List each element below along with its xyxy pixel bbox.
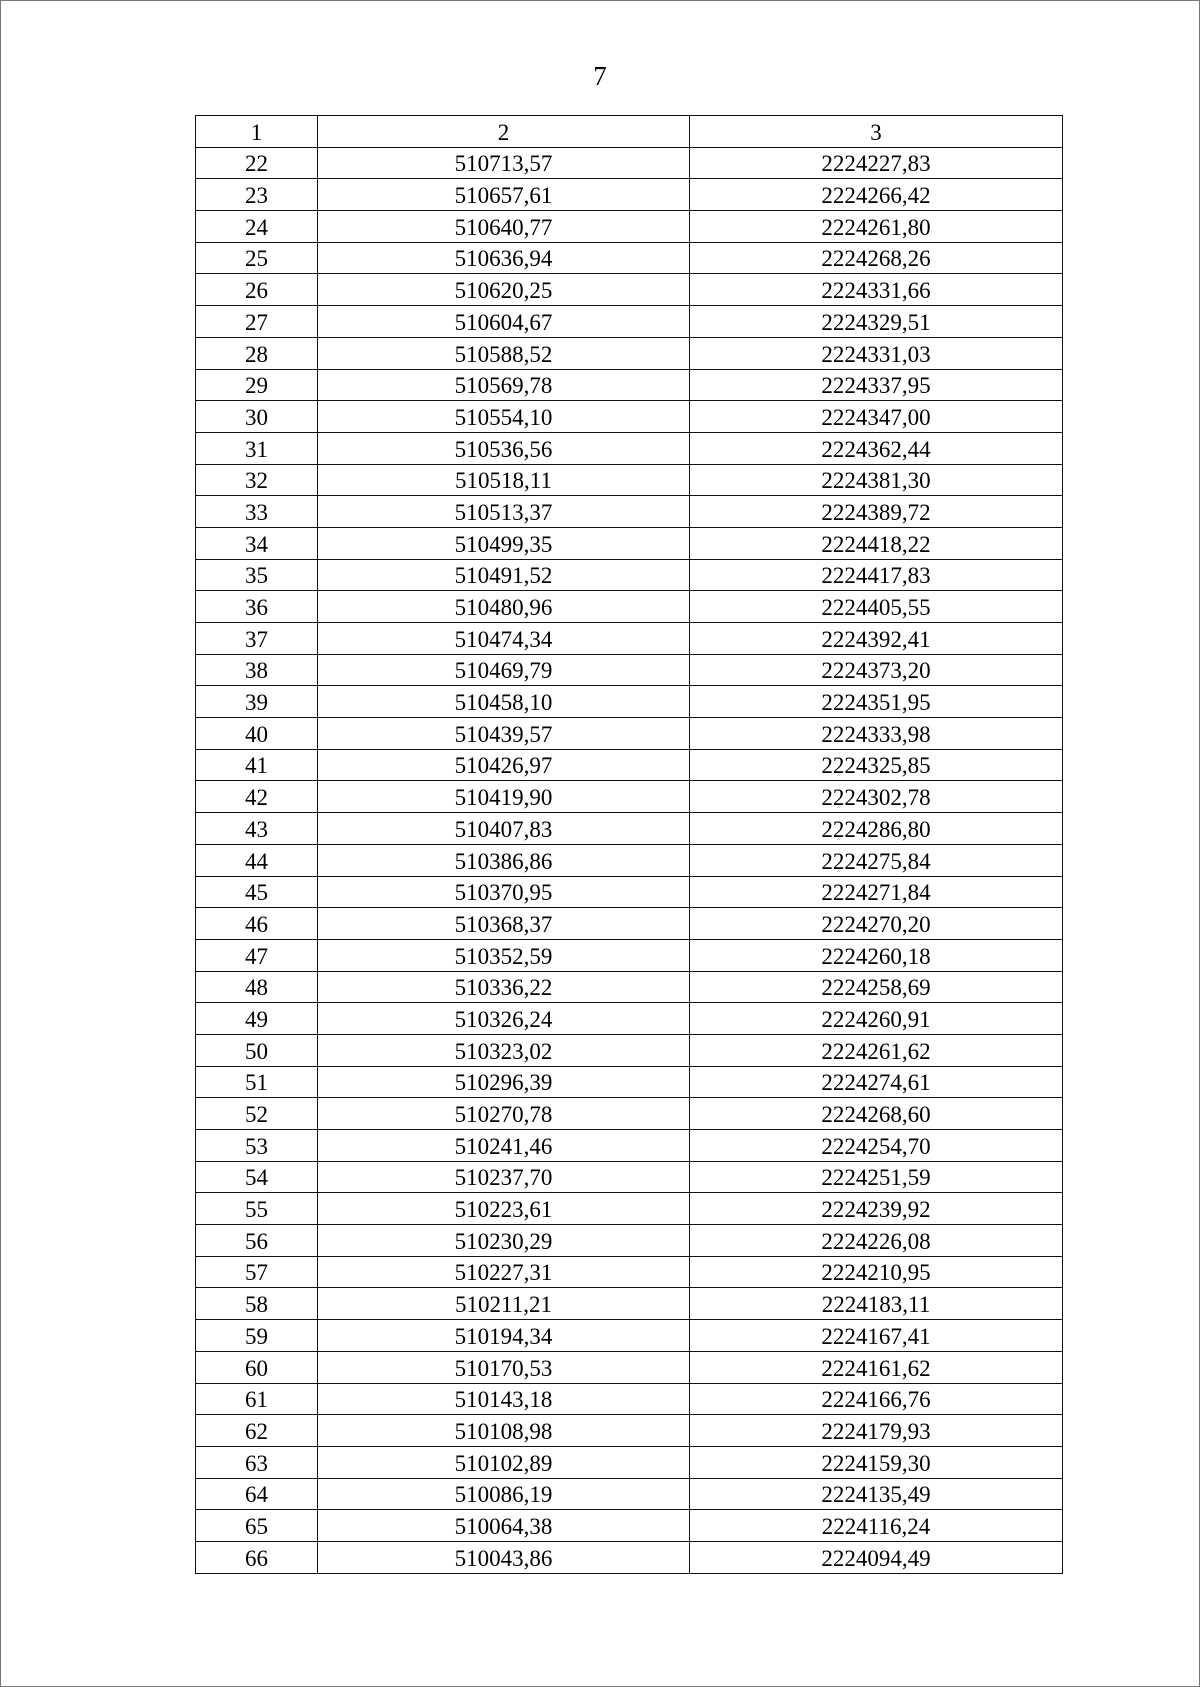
table-row [196,1478,1063,1510]
y-coordinate-cell: 2224167,41 [690,1320,1063,1352]
y-coordinate-cell: 2224226,08 [690,1225,1063,1257]
x-coordinate-cell: 510270,78 [318,1098,690,1130]
point-number-cell: 28 [196,337,318,369]
x-coordinate-cell: 510368,37 [318,908,690,940]
table-row [196,1003,1063,1035]
y-coordinate-cell: 2224347,00 [690,401,1063,433]
x-coordinate-cell: 510143,18 [318,1383,690,1415]
x-coordinate-cell: 510064,38 [318,1510,690,1542]
table-row [196,464,1063,496]
table-row [196,1256,1063,1288]
x-coordinate-cell: 510326,24 [318,1003,690,1035]
y-coordinate-cell: 2224166,76 [690,1383,1063,1415]
point-number-cell: 45 [196,876,318,908]
x-coordinate-cell: 510370,95 [318,876,690,908]
point-number-cell: 31 [196,432,318,464]
table-row [196,401,1063,433]
point-number-cell: 35 [196,559,318,591]
y-coordinate-cell: 2224337,95 [690,369,1063,401]
table-row [196,813,1063,845]
x-coordinate-cell: 510620,25 [318,274,690,306]
table-header-row [196,116,1063,148]
y-coordinate-cell: 2224417,83 [690,559,1063,591]
y-coordinate-cell: 2224183,11 [690,1288,1063,1320]
x-coordinate-cell: 510636,94 [318,242,690,274]
table-row [196,559,1063,591]
point-number-cell: 65 [196,1510,318,1542]
y-coordinate-cell: 2224094,49 [690,1541,1063,1573]
point-number-cell: 53 [196,1130,318,1162]
y-coordinate-cell: 2224274,61 [690,1066,1063,1098]
point-number-cell: 27 [196,306,318,338]
point-number-cell: 52 [196,1098,318,1130]
x-coordinate-cell: 510086,19 [318,1478,690,1510]
y-coordinate-cell: 2224286,80 [690,813,1063,845]
table-row [196,179,1063,211]
x-coordinate-cell: 510296,39 [318,1066,690,1098]
table-row [196,1415,1063,1447]
table-row [196,1320,1063,1352]
table-row [196,1288,1063,1320]
table-row [196,718,1063,750]
point-number-cell: 58 [196,1288,318,1320]
x-coordinate-cell: 510604,67 [318,306,690,338]
y-coordinate-cell: 2224418,22 [690,527,1063,559]
x-coordinate-cell: 510588,52 [318,337,690,369]
y-coordinate-cell: 2224116,24 [690,1510,1063,1542]
x-coordinate-cell: 510237,70 [318,1161,690,1193]
x-coordinate-cell: 510386,86 [318,844,690,876]
table-row [196,876,1063,908]
point-number-cell: 50 [196,1034,318,1066]
table-row [196,749,1063,781]
y-coordinate-cell: 2224261,62 [690,1034,1063,1066]
point-number-cell: 24 [196,211,318,243]
y-coordinate-cell: 2224239,92 [690,1193,1063,1225]
x-coordinate-cell: 510513,37 [318,496,690,528]
point-number-cell: 32 [196,464,318,496]
column-header-point-number: 1 [196,116,318,148]
column-header-x-coordinate: 2 [318,116,690,148]
point-number-cell: 23 [196,179,318,211]
point-number-cell: 54 [196,1161,318,1193]
x-coordinate-cell: 510211,21 [318,1288,690,1320]
point-number-cell: 41 [196,749,318,781]
point-number-cell: 43 [196,813,318,845]
point-number-cell: 30 [196,401,318,433]
table-row [196,591,1063,623]
x-coordinate-cell: 510518,11 [318,464,690,496]
x-coordinate-cell: 510469,79 [318,654,690,686]
y-coordinate-cell: 2224227,83 [690,147,1063,179]
point-number-cell: 40 [196,718,318,750]
point-number-cell: 42 [196,781,318,813]
point-number-cell: 59 [196,1320,318,1352]
x-coordinate-cell: 510170,53 [318,1351,690,1383]
y-coordinate-cell: 2224405,55 [690,591,1063,623]
point-number-cell: 49 [196,1003,318,1035]
point-number-cell: 26 [196,274,318,306]
x-coordinate-cell: 510554,10 [318,401,690,433]
x-coordinate-cell: 510241,46 [318,1130,690,1162]
y-coordinate-cell: 2224251,59 [690,1161,1063,1193]
y-coordinate-cell: 2224135,49 [690,1478,1063,1510]
x-coordinate-cell: 510352,59 [318,939,690,971]
point-number-cell: 66 [196,1541,318,1573]
y-coordinate-cell: 2224260,91 [690,1003,1063,1035]
y-coordinate-cell: 2224261,80 [690,211,1063,243]
table-row [196,1446,1063,1478]
table-row [196,623,1063,655]
y-coordinate-cell: 2224159,30 [690,1446,1063,1478]
table-row [196,1161,1063,1193]
point-number-cell: 57 [196,1256,318,1288]
x-coordinate-cell: 510102,89 [318,1446,690,1478]
table-row [196,147,1063,179]
table-row [196,1130,1063,1162]
x-coordinate-cell: 510480,96 [318,591,690,623]
y-coordinate-cell: 2224333,98 [690,718,1063,750]
x-coordinate-cell: 510640,77 [318,211,690,243]
y-coordinate-cell: 2224381,30 [690,464,1063,496]
point-number-cell: 34 [196,527,318,559]
y-coordinate-cell: 2224325,85 [690,749,1063,781]
y-coordinate-cell: 2224329,51 [690,306,1063,338]
x-coordinate-cell: 510194,34 [318,1320,690,1352]
x-coordinate-cell: 510458,10 [318,686,690,718]
point-number-cell: 29 [196,369,318,401]
table-row [196,242,1063,274]
y-coordinate-cell: 2224302,78 [690,781,1063,813]
y-coordinate-cell: 2224271,84 [690,876,1063,908]
table-row [196,369,1063,401]
point-number-cell: 44 [196,844,318,876]
table-row [196,686,1063,718]
table-row [196,654,1063,686]
y-coordinate-cell: 2224331,66 [690,274,1063,306]
y-coordinate-cell: 2224373,20 [690,654,1063,686]
table-row [196,939,1063,971]
x-coordinate-cell: 510336,22 [318,971,690,1003]
point-number-cell: 36 [196,591,318,623]
point-number-cell: 63 [196,1446,318,1478]
table-row [196,971,1063,1003]
x-coordinate-cell: 510108,98 [318,1415,690,1447]
x-coordinate-cell: 510491,52 [318,559,690,591]
x-coordinate-cell: 510223,61 [318,1193,690,1225]
point-number-cell: 46 [196,908,318,940]
x-coordinate-cell: 510227,31 [318,1256,690,1288]
point-number-cell: 64 [196,1478,318,1510]
point-number-cell: 39 [196,686,318,718]
x-coordinate-cell: 510323,02 [318,1034,690,1066]
y-coordinate-cell: 2224254,70 [690,1130,1063,1162]
point-number-cell: 55 [196,1193,318,1225]
x-coordinate-cell: 510499,35 [318,527,690,559]
x-coordinate-cell: 510419,90 [318,781,690,813]
x-coordinate-cell: 510474,34 [318,623,690,655]
table-row [196,337,1063,369]
y-coordinate-cell: 2224268,26 [690,242,1063,274]
y-coordinate-cell: 2224260,18 [690,939,1063,971]
y-coordinate-cell: 2224351,95 [690,686,1063,718]
x-coordinate-cell: 510407,83 [318,813,690,845]
y-coordinate-cell: 2224210,95 [690,1256,1063,1288]
x-coordinate-cell: 510043,86 [318,1541,690,1573]
point-number-cell: 38 [196,654,318,686]
x-coordinate-cell: 510439,57 [318,718,690,750]
coordinates-table [195,115,1063,1574]
point-number-cell: 37 [196,623,318,655]
point-number-cell: 61 [196,1383,318,1415]
y-coordinate-cell: 2224258,69 [690,971,1063,1003]
table-row [196,306,1063,338]
y-coordinate-cell: 2224392,41 [690,623,1063,655]
point-number-cell: 33 [196,496,318,528]
column-header-y-coordinate: 3 [690,116,1063,148]
table-row [196,1541,1063,1573]
x-coordinate-cell: 510230,29 [318,1225,690,1257]
y-coordinate-cell: 2224331,03 [690,337,1063,369]
y-coordinate-cell: 2224389,72 [690,496,1063,528]
point-number-cell: 48 [196,971,318,1003]
point-number-cell: 56 [196,1225,318,1257]
table-row [196,211,1063,243]
table-row [196,1034,1063,1066]
table-row [196,1510,1063,1542]
point-number-cell: 51 [196,1066,318,1098]
table-row [196,1193,1063,1225]
y-coordinate-cell: 2224275,84 [690,844,1063,876]
y-coordinate-cell: 2224270,20 [690,908,1063,940]
y-coordinate-cell: 2224179,93 [690,1415,1063,1447]
table-row [196,844,1063,876]
table-row [196,274,1063,306]
table-row [196,527,1063,559]
table-row [196,1351,1063,1383]
point-number-cell: 47 [196,939,318,971]
x-coordinate-cell: 510569,78 [318,369,690,401]
table-row [196,908,1063,940]
x-coordinate-cell: 510536,56 [318,432,690,464]
y-coordinate-cell: 2224161,62 [690,1351,1063,1383]
y-coordinate-cell: 2224266,42 [690,179,1063,211]
table-row [196,781,1063,813]
x-coordinate-cell: 510657,61 [318,179,690,211]
y-coordinate-cell: 2224362,44 [690,432,1063,464]
point-number-cell: 22 [196,147,318,179]
table-row [196,1225,1063,1257]
table-row [196,1098,1063,1130]
table-body [196,147,1063,1573]
page-number: 7 [593,61,607,91]
point-number-cell: 62 [196,1415,318,1447]
y-coordinate-cell: 2224268,60 [690,1098,1063,1130]
point-number-cell: 60 [196,1351,318,1383]
table-row [196,432,1063,464]
table-row [196,1383,1063,1415]
table-row [196,496,1063,528]
table-row [196,1066,1063,1098]
point-number-cell: 25 [196,242,318,274]
x-coordinate-cell: 510713,57 [318,147,690,179]
x-coordinate-cell: 510426,97 [318,749,690,781]
